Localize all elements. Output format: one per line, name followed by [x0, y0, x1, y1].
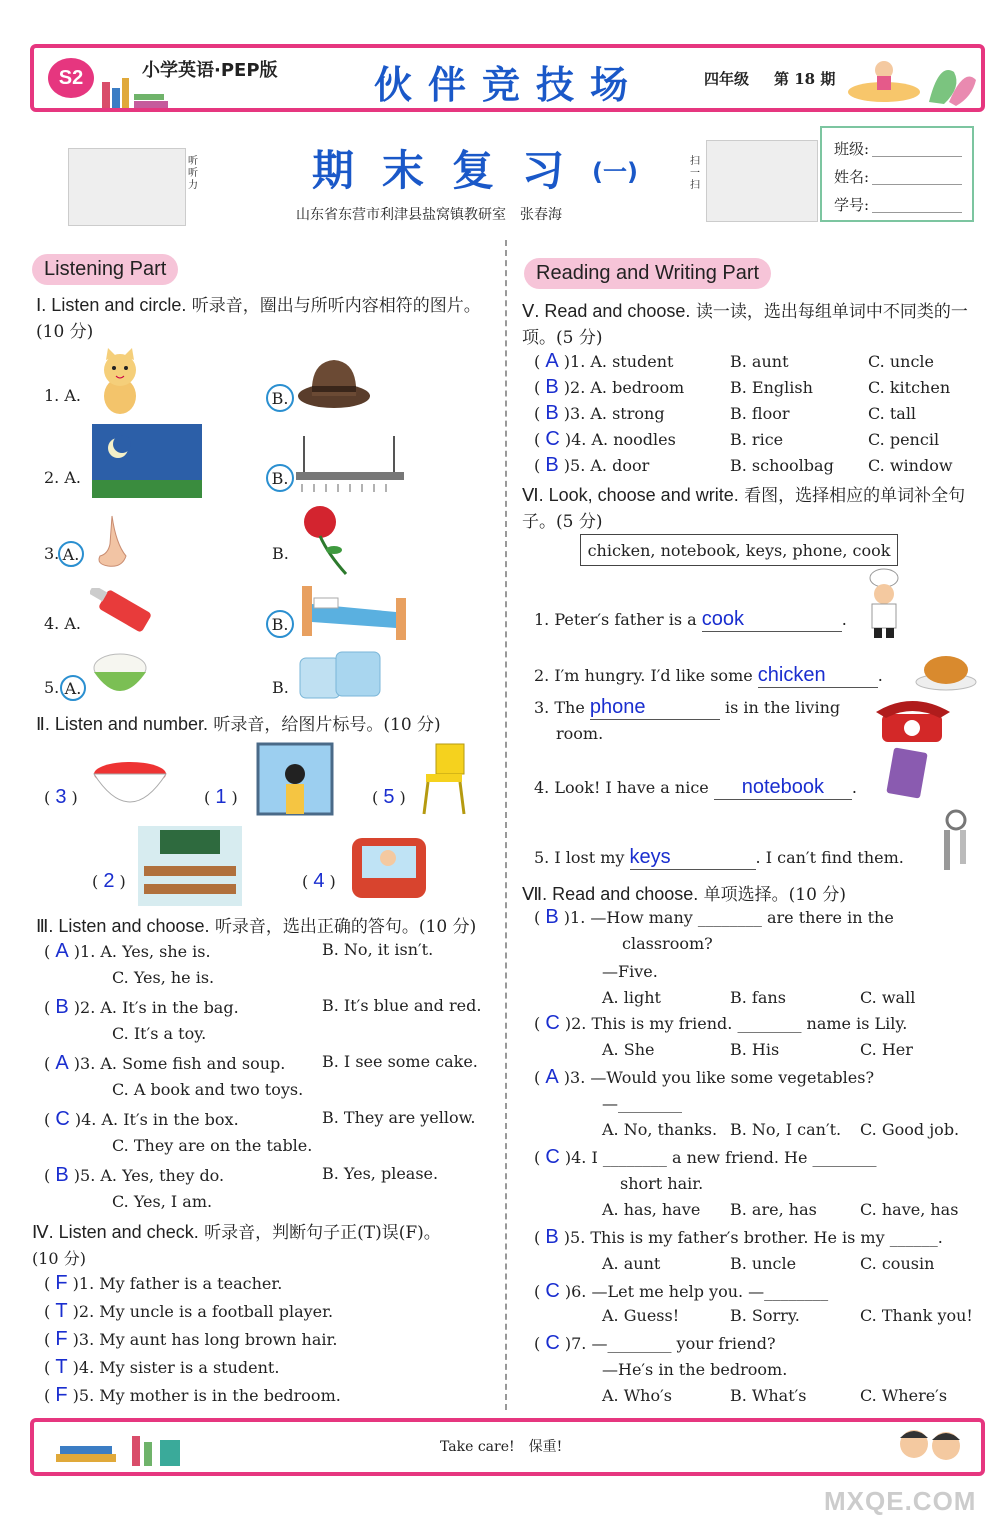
s6-item-3: 3. The phone is in the living	[534, 696, 841, 718]
s7-item-4-c: C. have, has	[860, 1200, 959, 1219]
hat-picture	[296, 352, 372, 412]
s2-answer-soup[interactable]: ( 3 )	[44, 786, 78, 808]
soup-bowl-picture	[92, 760, 168, 816]
author-line: 山东省东营市利津县盐窝镇教研室 张春海	[296, 207, 562, 223]
qr-right-label: 扫一扫	[690, 156, 700, 191]
s5-item-4-b: B. rice	[730, 430, 784, 449]
section-4-title: Ⅳ. Listen and check.	[32, 1222, 199, 1242]
s3-item-4-b: B. They are yellow.	[322, 1108, 476, 1127]
s3-answer-3[interactable]: A	[55, 1052, 69, 1074]
s7-item-1-a: A. light	[602, 988, 661, 1007]
s7-item-6-a: A. Guess!	[602, 1306, 680, 1325]
s7-answer-2[interactable]: C	[545, 1012, 560, 1034]
name-field[interactable]	[872, 184, 962, 185]
s3-item-4-c: C. They are on the table.	[112, 1136, 313, 1155]
s7-item-4: ( C )4. I ________ a new friend. He ________	[534, 1146, 877, 1168]
s7-item-3: ( A )3. —Would you like some vegetables?	[534, 1066, 875, 1088]
s6-item-4: 4. Look! I have a nice notebook .	[534, 776, 857, 798]
s6-answer-3[interactable]: phone	[590, 696, 720, 720]
s6-answer-5[interactable]: keys	[630, 846, 756, 870]
page-title: 期末复习	[312, 146, 593, 195]
s5-item-1-b: B. aunt	[730, 352, 789, 371]
s5-item-5-c: C. window	[868, 456, 953, 475]
s7-item-3-c: C. Good job.	[860, 1120, 960, 1139]
rose-picture	[298, 504, 356, 578]
s7-item-1: ( B )1. —How many ________ are there in the	[534, 906, 894, 928]
s2-answer-classroom[interactable]: ( 2 )	[92, 870, 126, 892]
column-divider	[505, 240, 507, 1410]
section-5-heading	[522, 298, 982, 351]
series-name: 小学英语·PEP版	[142, 60, 278, 81]
section-3-desc: 听录音，选出正确的答句。(10 分)	[214, 917, 477, 937]
watermark: MXQE.COM	[824, 1486, 977, 1516]
section-6-desc: 看图，选择相应的单词补全句子。(5 分)	[522, 486, 966, 532]
s7-answer-3[interactable]: A	[545, 1066, 559, 1088]
s7-answer-1[interactable]: B	[545, 906, 559, 928]
s5-answer-2[interactable]: B	[545, 376, 559, 398]
s5-item-5: ( B )5. A. door	[534, 454, 650, 476]
section-1-heading	[36, 292, 496, 345]
s7-item-3-a: A. No, thanks.	[602, 1120, 718, 1139]
s7-item-4-a: A. has, have	[602, 1200, 701, 1219]
section-7-title: Ⅶ. Read and choose.	[522, 884, 699, 904]
section-4-heading	[32, 1218, 502, 1243]
s5-item-2: ( B )2. A. bedroom	[534, 376, 685, 398]
s3-item-1-b: B. No, it isn′t.	[322, 940, 434, 959]
s3-item-2: ( B )2. A. It′s in the bag.	[44, 996, 239, 1018]
listening-part-heading: Listening Part	[32, 254, 178, 285]
s3-item-2-b: B. It′s blue and red.	[322, 996, 482, 1015]
name-label: 姓名:	[834, 168, 870, 186]
id-field[interactable]	[872, 212, 962, 213]
glue-picture	[90, 588, 158, 640]
s7-item-4-b: B. are, has	[730, 1200, 817, 1219]
s4-answer-1[interactable]: F	[55, 1272, 68, 1294]
s5-item-4-c: C. pencil	[868, 430, 940, 449]
s5-item-2-c: C. kitchen	[868, 378, 951, 397]
s3-answer-1[interactable]: A	[55, 940, 69, 962]
s4-item-4: ( T )4. My sister is a student.	[44, 1356, 280, 1378]
driving-car-picture	[348, 828, 430, 904]
s7-answer-4[interactable]: C	[545, 1146, 560, 1168]
s1-item-2-num: 2. A.	[44, 468, 81, 487]
s4-item-3: ( F )3. My aunt has long brown hair.	[44, 1328, 338, 1350]
s1-item-4-circle[interactable]: B.	[266, 610, 294, 638]
s7-item-1-c: C. wall	[860, 988, 916, 1007]
s6-item-2: 2. I′m hungry. I′d like some chicken .	[534, 664, 883, 686]
s5-item-1-c: C. uncle	[868, 352, 934, 371]
s5-item-3-b: B. floor	[730, 404, 790, 423]
s4-answer-3[interactable]: F	[55, 1328, 68, 1350]
s3-item-5-c: C. Yes, I am.	[112, 1192, 213, 1211]
issue-label: 第 18 期	[774, 70, 836, 88]
footer-text: Take care! 保重!	[440, 1439, 563, 1455]
cat-picture	[90, 348, 150, 418]
s7-answer-5[interactable]: B	[545, 1226, 559, 1248]
chef-picture	[862, 568, 914, 640]
s5-item-2-b: B. English	[730, 378, 813, 397]
edition-badge: S2	[48, 58, 94, 98]
section-2-title: Ⅱ. Listen and number.	[36, 714, 208, 734]
s2-answer-window[interactable]: ( 1 )	[204, 786, 238, 808]
notebook-picture	[884, 746, 930, 802]
s6-item-1: 1. Peter′s father is a cook .	[534, 608, 847, 630]
telephone-picture	[872, 694, 956, 744]
s3-item-5-b: B. Yes, please.	[322, 1164, 439, 1183]
s7-item-4-line2: short hair.	[620, 1174, 704, 1193]
section-7-heading	[522, 880, 982, 905]
grade-label: 四年级	[704, 70, 750, 88]
qr-left-label: 听听力	[188, 156, 198, 191]
s4-item-2: ( T )2. My uncle is a football player.	[44, 1300, 334, 1322]
s7-item-5: ( B )5. This is my father′s brother. He is my ______.	[534, 1226, 943, 1248]
s2-answer-chair[interactable]: ( 5 )	[372, 786, 406, 808]
s5-answer-5[interactable]: B	[545, 454, 559, 476]
s1-item-1-num: 1. A.	[44, 386, 81, 405]
s3-answer-4[interactable]: C	[55, 1108, 70, 1130]
s6-answer-4[interactable]: notebook	[714, 776, 852, 800]
s4-item-5: ( F )5. My mother is in the bedroom.	[44, 1384, 341, 1406]
s7-item-2-c: C. Her	[860, 1040, 913, 1059]
s5-item-4: ( C )4. A. noodles	[534, 428, 676, 450]
class-label: 班级:	[834, 140, 870, 158]
s7-item-3-line2: —________	[602, 1094, 682, 1113]
s7-item-1-line3: —Five.	[602, 962, 658, 981]
s5-answer-1[interactable]: A	[545, 350, 559, 372]
s7-item-2-b: B. His	[730, 1040, 780, 1059]
s7-item-5-b: B. uncle	[730, 1254, 797, 1273]
id-label: 学号:	[834, 196, 870, 214]
s7-item-1-b: B. fans	[730, 988, 786, 1007]
qr-code-left[interactable]	[68, 148, 186, 226]
student-info-box	[820, 126, 974, 222]
section-5-desc: 读一读，选出每组单词中不同类的一项。(5 分)	[522, 302, 968, 348]
rice-bowl-picture	[90, 650, 150, 704]
s5-item-3-c: C. tall	[868, 404, 917, 423]
children-icon	[884, 1424, 974, 1472]
s3-answer-2[interactable]: B	[55, 996, 69, 1018]
section-6-heading	[522, 482, 982, 535]
s4-answer-5[interactable]: F	[55, 1384, 68, 1406]
s1-item-5-num: 5.	[44, 678, 60, 697]
s1-item-3-circle[interactable]: A.	[58, 541, 84, 567]
s1-item-5-circle[interactable]: A.	[60, 675, 86, 701]
s1-item-1-circle[interactable]: B.	[266, 384, 294, 412]
section-2-heading	[36, 710, 496, 735]
s3-answer-5[interactable]: B	[55, 1164, 69, 1186]
s5-item-1: ( A )1. A. student	[534, 350, 674, 372]
s7-item-2: ( C )2. This is my friend. ________ name is Lily.	[534, 1012, 908, 1034]
nose-picture	[92, 514, 132, 574]
s6-answer-1[interactable]: cook	[702, 608, 842, 632]
paper-name: 伙伴竞技场	[374, 63, 645, 107]
s3-item-1-c: C. Yes, he is.	[112, 968, 215, 987]
section-3-heading	[36, 912, 496, 937]
section-3-title: Ⅲ. Listen and choose.	[36, 916, 210, 936]
girl-reading-illustration	[844, 52, 979, 108]
s6-answer-2[interactable]: chicken	[758, 664, 878, 688]
s3-item-3-b: B. I see some cake.	[322, 1052, 478, 1071]
qr-code-right[interactable]	[706, 140, 818, 222]
s7-item-7-c: C. Where′s	[860, 1386, 948, 1405]
s1-item-5-b: B.	[272, 678, 289, 697]
s7-answer-7[interactable]: C	[545, 1332, 560, 1354]
s7-item-6-c: C. Thank you!	[860, 1306, 973, 1325]
s1-item-2-circle[interactable]: B.	[266, 464, 294, 492]
s4-item-1: ( F )1. My father is a teacher.	[44, 1272, 283, 1294]
s1-item-3-num: 3.	[44, 544, 60, 563]
class-field[interactable]	[872, 156, 962, 157]
s3-item-2-c: C. It′s a toy.	[112, 1024, 207, 1043]
s5-item-5-b: B. schoolbag	[730, 456, 834, 475]
section-5-title: Ⅴ. Read and choose.	[522, 301, 691, 321]
s7-item-5-c: C. cousin	[860, 1254, 935, 1273]
s4-answer-4[interactable]: T	[55, 1356, 68, 1378]
light-bar-picture	[294, 436, 406, 498]
s3-item-3-c: C. A book and two toys.	[112, 1080, 304, 1099]
s7-item-7-a: A. Who′s	[602, 1386, 672, 1405]
s3-item-5: ( B )5. A. Yes, they do.	[44, 1164, 225, 1186]
keys-picture	[936, 808, 976, 876]
s7-item-5-a: A. aunt	[602, 1254, 661, 1273]
ice-cubes-picture	[296, 648, 386, 708]
s6-item-3-continued: room.	[556, 724, 604, 743]
section-7-desc: 单项选择。(10 分)	[703, 885, 846, 905]
s7-item-1-line2: classroom?	[622, 934, 713, 953]
s7-item-7-line2: —He′s in the bedroom.	[602, 1360, 788, 1379]
s7-item-7: ( C )7. —________ your friend?	[534, 1332, 776, 1354]
word-bank-box: chicken, notebook, keys, phone, cook	[580, 534, 898, 566]
s7-item-6: ( C )6. —Let me help you. —________	[534, 1280, 829, 1302]
bed-picture	[296, 578, 412, 646]
s7-item-7-b: B. What′s	[730, 1386, 807, 1405]
header-banner	[30, 44, 985, 112]
s6-item-5: 5. I lost my keys . I can′t find them.	[534, 846, 904, 868]
section-4-desc: 听录音，判断句子正(T)误(F)。	[204, 1223, 441, 1243]
s5-answer-4[interactable]: C	[545, 428, 560, 450]
s7-answer-6[interactable]: C	[545, 1280, 560, 1302]
s2-answer-driving[interactable]: ( 4 )	[302, 870, 336, 892]
s5-item-3: ( B )3. A. strong	[534, 402, 665, 424]
s1-item-3-b: B.	[272, 544, 289, 563]
books-icon	[98, 76, 198, 110]
section-2-desc: 听录音，给图片标号。(10 分)	[213, 715, 441, 735]
roast-chicken-picture	[914, 644, 978, 692]
section-1-desc: 听录音，圈出与所听内容相符的图片。(10 分)	[36, 296, 481, 342]
section-1-title: Ⅰ. Listen and circle.	[36, 295, 187, 315]
s3-item-1: ( A )1. A. Yes, she is.	[44, 940, 211, 962]
open-window-picture	[254, 740, 336, 818]
section-4-score: (10 分)	[32, 1249, 86, 1268]
s5-answer-3[interactable]: B	[545, 402, 559, 424]
classroom-picture	[138, 826, 242, 906]
section-6-title: Ⅵ. Look, choose and write.	[522, 485, 739, 505]
s1-item-4-num: 4. A.	[44, 614, 81, 633]
chair-picture	[418, 740, 472, 816]
s7-item-6-b: B. Sorry.	[730, 1306, 800, 1325]
night-sky-picture	[92, 424, 202, 498]
s3-item-4: ( C )4. A. It′s in the box.	[44, 1108, 239, 1130]
s7-item-2-a: A. She	[602, 1040, 655, 1059]
page-subtitle: (一)	[592, 158, 638, 186]
s7-item-3-b: B. No, I can′t.	[730, 1120, 842, 1139]
s4-answer-2[interactable]: T	[55, 1300, 68, 1322]
reading-writing-part-heading: Reading and Writing Part	[524, 258, 771, 289]
bookshelf-icon	[52, 1428, 212, 1472]
s3-item-3: ( A )3. A. Some fish and soup.	[44, 1052, 286, 1074]
